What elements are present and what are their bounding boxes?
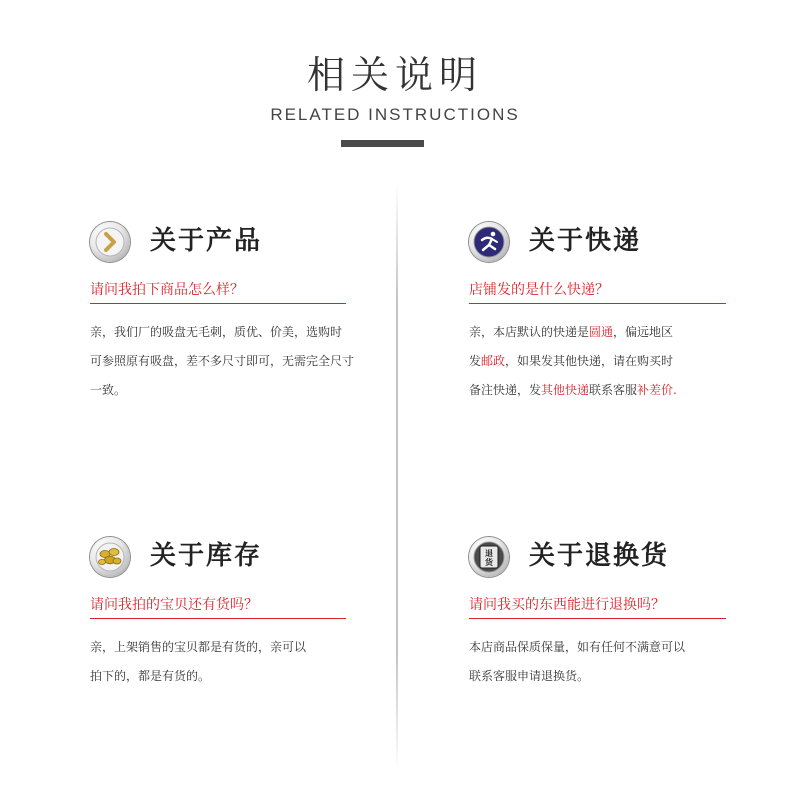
section-question: 请问我买的东西能进行退换吗？ [469, 597, 665, 613]
center-divider-line [396, 182, 398, 772]
page-title-en: RELATED INSTRUCTIONS [270, 105, 520, 124]
section-title: 关于库存 [150, 541, 263, 571]
highlight-text: 圆通 [589, 325, 614, 339]
section-question: 请问我拍下商品怎么样？ [90, 282, 244, 298]
stamp-char: 退 [485, 549, 493, 558]
body-text: ，如果发其他快递，请在购买时 [505, 354, 674, 368]
body-line [90, 633, 306, 662]
body-text: 发 [469, 354, 482, 368]
stock-coins-icon [90, 537, 130, 577]
body-text: 亲，本店默认的快递是 [469, 325, 590, 339]
return-stamp-icon [469, 537, 509, 577]
section-body [469, 318, 677, 405]
highlight-text: 邮政 [481, 354, 506, 368]
courier-runner-icon [469, 222, 509, 262]
body-line [469, 662, 685, 691]
section-body [90, 633, 306, 691]
body-line [90, 347, 354, 376]
body-line [469, 347, 677, 376]
question-underline [90, 618, 346, 619]
body-text: 本店商品保质保量，如有任何不满意可以 [469, 640, 686, 654]
title-divider-bar [341, 140, 424, 147]
question-underline [469, 618, 726, 619]
highlight-text: 其他快递 [541, 383, 590, 397]
question-underline [469, 303, 726, 304]
question-underline [90, 303, 346, 304]
body-text: 一致。 [90, 383, 127, 397]
body-line [90, 376, 354, 405]
section-title: 关于产品 [150, 226, 263, 256]
body-text: ，偏远地区 [613, 325, 674, 339]
body-text: 拍下的，都是有货的。 [90, 669, 211, 683]
body-text: 可参照原有吸盘，差不多尺寸即可，无需完全尺寸 [90, 354, 355, 368]
body-line [469, 633, 685, 662]
body-text: 亲，上架销售的宝贝都是有货的，亲可以 [90, 640, 307, 654]
body-line [469, 376, 677, 405]
body-line [469, 318, 677, 347]
section-title: 关于退换货 [529, 541, 670, 571]
highlight-text: 补差价. [637, 383, 677, 397]
body-line [90, 662, 306, 691]
body-text: 联系客服 [589, 383, 638, 397]
body-text: 亲，我们厂的吸盘无毛刺，质优、价美，选购时 [90, 325, 343, 339]
section-body [469, 633, 685, 691]
body-line [90, 318, 354, 347]
body-text: 备注快递，发 [469, 383, 542, 397]
page-title-cn: 相关说明 [306, 53, 483, 97]
section-question: 店铺发的是什么快递？ [469, 282, 609, 298]
section-title: 关于快递 [529, 226, 642, 256]
section-body [90, 318, 354, 405]
body-text: 联系客服申请退换货。 [469, 669, 590, 683]
gold-chevron-icon [90, 222, 130, 262]
stamp-char: 货 [485, 558, 493, 567]
section-question: 请问我拍的宝贝还有货吗？ [90, 597, 258, 613]
